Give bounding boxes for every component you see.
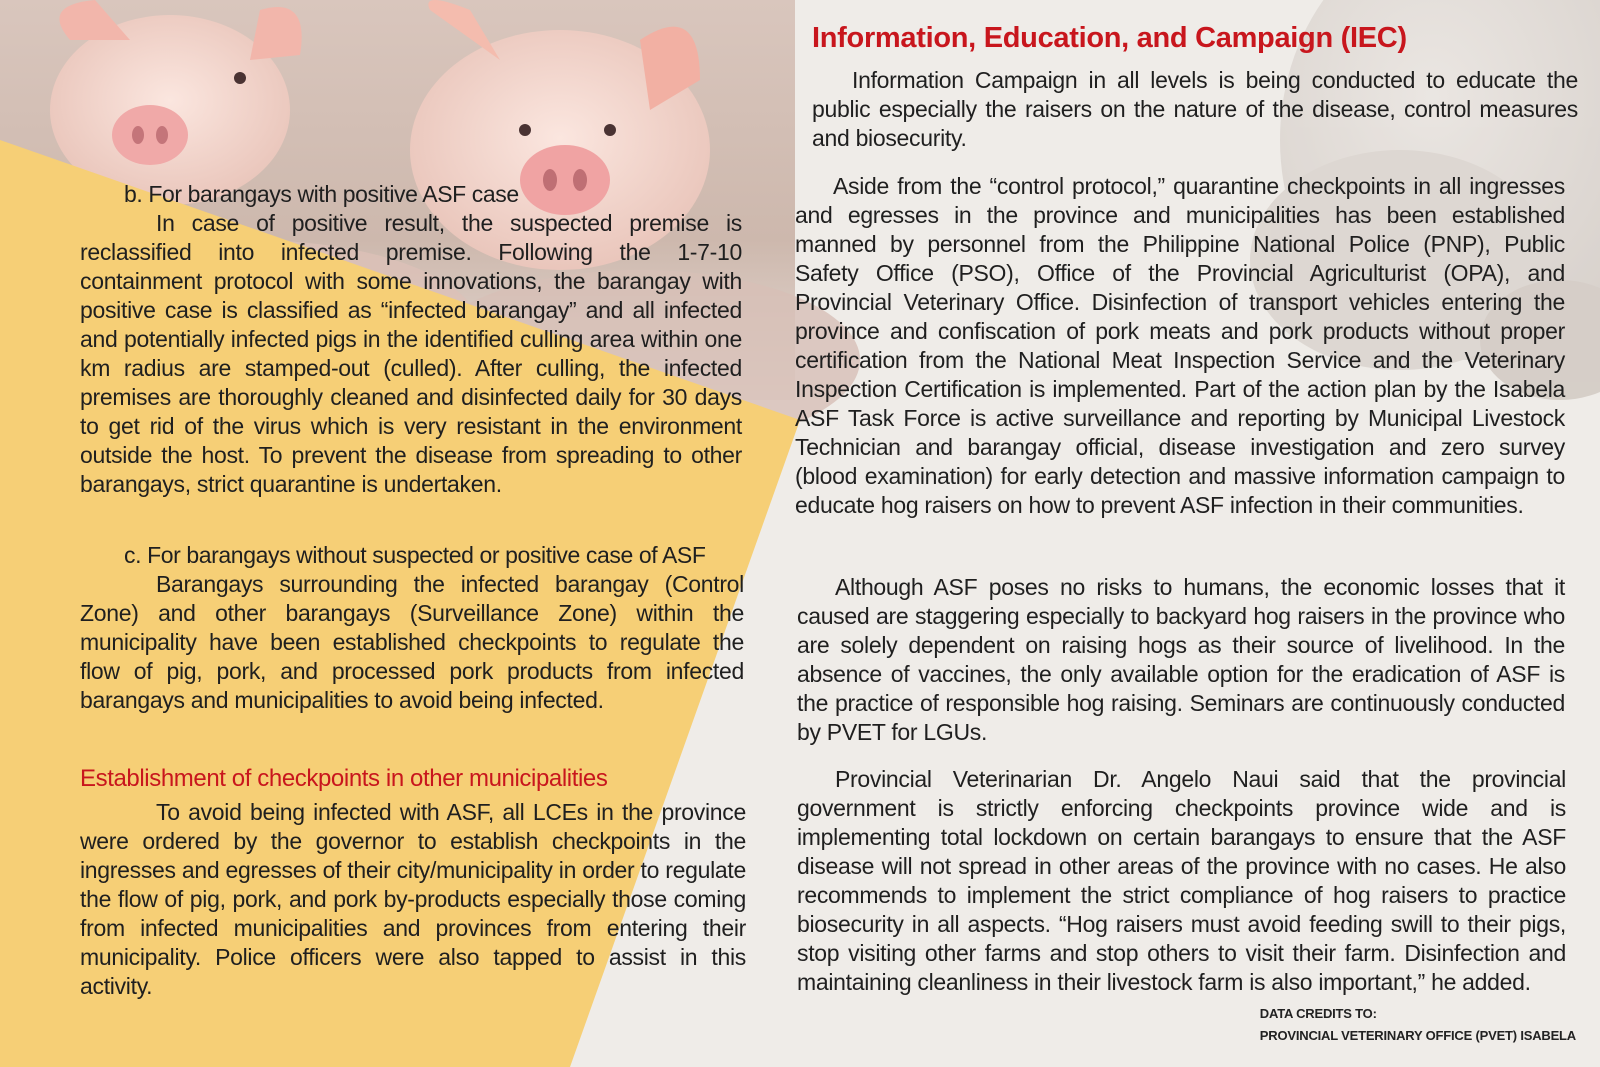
- iec-paragraph-1: [812, 66, 1578, 153]
- section-c: [80, 541, 744, 715]
- section-c-title: c. For barangays without suspected or positive case of ASF: [124, 542, 706, 568]
- section-b-body: In case of positive result, the suspected premise is reclassified into infected premise. Following the 1-7-10 containment protocol with some innovations, the barangay with positive case is classified as “infected barangay” and all infected and potentially infected pigs in the identified culling area within one km radius are stamped-out (culled). After culling, the infected premises are thoroughly cleaned and disinfected daily for 30 days to get rid of the virus which is very resistant in the environment outside the host. To prevent the disease from spreading to other barangays, strict quarantine is undertaken.: [80, 210, 742, 497]
- iec-heading: Information, Education, and Campaign (IEC): [812, 22, 1407, 54]
- iec-p2-text: Aside from the “control protocol,” quarantine checkpoints in all ingresses and egresses in the province and municipalities has been established manned by personnel from the Philippine National Police (PNP), Public Safety Office (PSO), Office of the Provincial Agriculturist (OPA), and Provincial Veterinary Office. Disinfection of transport vehicles entering the province and confiscation of pork meats and pork products without proper certification from the National Meat Inspection Service and the Veterinary Inspection Certification is implemented. Part of the action plan by the Isabela ASF Task Force is active surveillance and reporting by Municipal Livestock Technician and barangay official, disease investigation and zero survey (blood examination) for early detection and massive information campaign to educate hog raisers on how to prevent ASF infection in their communities.: [795, 173, 1565, 518]
- section-c-body: Barangays surrounding the infected barangay (Control Zone) and other barangays (Surveillance Zone) within the municipality have been established checkpoints to regulate the flow of pig, pork, and processed pork products from infected barangays and municipalities to avoid being infected.: [80, 571, 744, 713]
- iec-paragraph-4: [797, 765, 1566, 997]
- section-b-title: b. For barangays with positive ASF case: [124, 181, 519, 207]
- credits-line-1: DATA CREDITS TO:: [1259, 1006, 1377, 1021]
- iec-paragraph-3: [797, 573, 1565, 747]
- checkpoints-section: [80, 764, 746, 1001]
- section-b: [80, 180, 742, 499]
- iec-p3-text: Although ASF poses no risks to humans, the economic losses that it caused are staggering especially to backyard hog raisers in the province who are solely dependent on raising hogs as their source of livelihood. In the absence of vaccines, the only available option for the eradication of ASF is the practice of responsible hog raising. Seminars are continuously conducted by PVET for LGUs.: [797, 574, 1565, 745]
- iec-p4-text: Provincial Veterinarian Dr. Angelo Naui said that the provincial government is strictly enforcing checkpoints province wide and is implementing total lockdown on certain barangays to ensure that the ASF disease will not spread in other areas of the province with no cases. He also recommends to implement the strict compliance of hog raisers to practice biosecurity in all aspects. “Hog raisers must avoid feeding swill to their pigs, stop visiting other farms and stop others to visit their farm. Disinfection and maintaining cleanliness in their livestock farm is also important,” he added.: [797, 766, 1566, 995]
- credits-line-2: PROVINCIAL VETERINARY OFFICE (PVET) ISABELA: [1259, 1028, 1576, 1043]
- checkpoints-body: To avoid being infected with ASF, all LCEs in the province were ordered by the governor to establish checkpoints in the ingresses and egresses of their city/municipality in order to regulate the flow of pig, pork, and pork by-products especially those coming from infected municipalities and provinces from entering their municipality. Police officers were also tapped to assist in this activity.: [80, 799, 746, 999]
- data-credits: [1260, 1003, 1576, 1047]
- iec-p1-text: Information Campaign in all levels is being conducted to educate the public especially the raisers on the nature of the disease, control measures and biosecurity.: [812, 67, 1578, 151]
- checkpoints-heading: Establishment of checkpoints in other municipalities: [80, 765, 608, 792]
- iec-paragraph-2: [795, 172, 1565, 520]
